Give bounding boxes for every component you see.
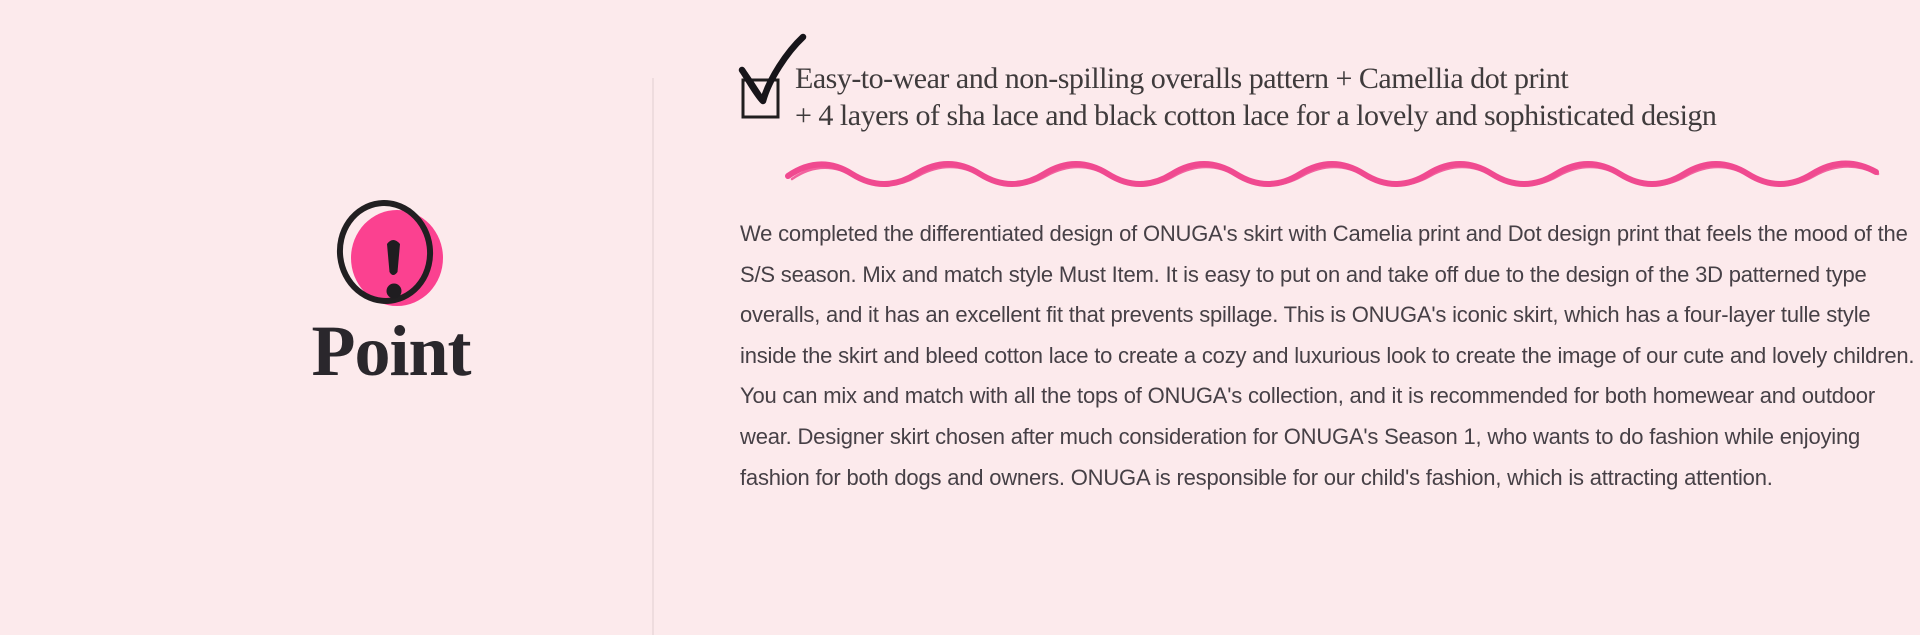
description-paragraph-2: You can mix and match with all the tops of ONUGA's collection, and it is recommended for both homewear and outdoor wear. Designer skirt chosen after much consideration for ONUGA's Season 1, who wants to do fashion while enjoying fashion for both dogs and owners. ONUGA is responsible for our child's fashion, which is attracting attention. [740,383,1875,490]
highlight-heading-line2: + 4 layers of sha lace and black cotton lace for a lovely and sophisticated design [795,99,1717,132]
highlight-heading-line1: Easy-to-wear and non-spilling overalls pattern + Camellia dot print [795,62,1569,95]
point-badge-label: Point [311,311,471,391]
description-paragraph-1: We completed the differentiated design of ONUGA's skirt with Camelia print and Dot design print that feels the mood of the S/S season. Mix and match style Must Item. It is easy to put on and take off due to the design of the 3D patterned type overalls, and it has an excellent fit that prevents spillage. This is ONUGA's iconic skirt, which has a four-layer tulle style inside the skirt and bleed cotton lace to create a cozy and luxurious look to create the image of our cute and lovely children. [740,221,1915,368]
exclamation-circle-icon [321,198,461,318]
wavy-underline-decoration [782,148,1897,193]
highlight-heading [795,60,1915,134]
product-description [740,214,1920,498]
point-badge [236,198,546,391]
vertical-divider [652,78,654,635]
